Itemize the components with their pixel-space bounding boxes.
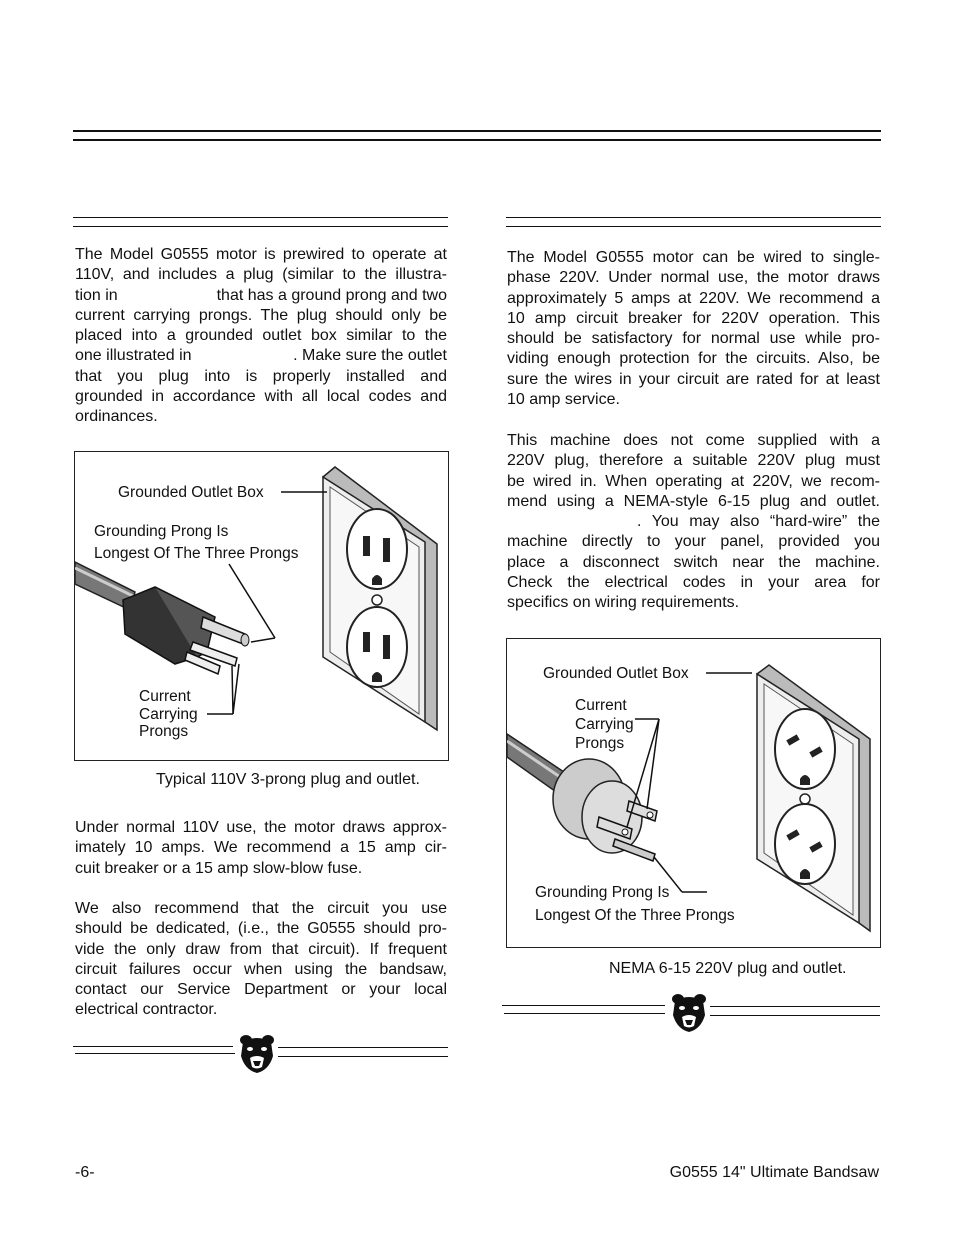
text-line: current carrying prongs. The plug should only be [75, 306, 447, 324]
text-line: cuit breaker or a 15 amp slow-blow fuse. [75, 859, 363, 877]
text-line: 10 amp service. [507, 391, 620, 409]
right-section-rule-bottom [506, 226, 881, 227]
text-line: approximately 5 amps at 220V. We recommend a [507, 289, 880, 307]
left-usage-paragraph [75, 818, 447, 879]
left-end-rule-d [278, 1056, 448, 1057]
text-line: imately 10 amps. We recommend a 15 amp cir- [75, 839, 447, 857]
text-line: electrical contractor. [75, 1001, 218, 1019]
text-line: ordinances. [75, 408, 158, 426]
text-line: Under normal 110V use, the motor draws approx- [75, 819, 447, 836]
left-section-rule-bottom [73, 226, 448, 227]
header-rule-top [73, 130, 881, 132]
right-end-rule-b [504, 1013, 665, 1014]
text-line-split [75, 286, 447, 306]
header-rule-bottom [73, 139, 881, 141]
text-line: that you plug into is properly installed and [75, 367, 447, 385]
text-line: This machine does not come supplied with a [507, 432, 880, 449]
left-dedicated-paragraph [75, 899, 447, 1021]
text-line: contact our Service Department or your local [75, 981, 447, 999]
text-line: grounded in accordance with all local codes and [75, 388, 447, 406]
right-end-rule-c [710, 1006, 880, 1007]
label-current-carrying-prongs: Current Carrying Prongs [575, 697, 634, 752]
text-line: phase 220V. Under normal use, the motor draws [507, 269, 880, 287]
text-line: The Model G0555 motor can be wired to single- [507, 249, 880, 266]
text-line: machine directly to your panel, provided you [507, 533, 880, 551]
text-fragment: one illustrated in [75, 347, 192, 365]
text-line: viding enough protection for the circuits. Also, be [507, 350, 880, 368]
text-line: sure the wires in your circuit are rated for at least [507, 370, 880, 388]
label-grounded-outlet-box: Grounded Outlet Box [543, 665, 689, 682]
bear-head-icon [239, 1034, 275, 1074]
text-line-split [75, 346, 447, 366]
right-end-rule-d [710, 1015, 880, 1016]
text-fragment: tion in [75, 286, 118, 304]
text-line: specifics on wiring requirements. [507, 594, 740, 612]
label-grounded-outlet-box: Grounded Outlet Box [118, 484, 264, 501]
text-line: should be satisfactory for normal use while pro- [507, 330, 880, 348]
text-line: We also recommend that the circuit you use [75, 900, 447, 917]
figure-caption-220v: NEMA 6-15 220V plug and outlet. [609, 960, 847, 977]
left-end-rule-b [75, 1053, 235, 1054]
text-line-indented: . You may also “hard-wire” the [637, 513, 880, 531]
bear-head-icon [671, 993, 707, 1033]
text-fragment: . Make sure the outlet [293, 347, 447, 365]
text-line: 220V plug, therefore a suitable 220V plug must [507, 452, 880, 470]
page-number: -6- [75, 1164, 95, 1181]
text-line: circuit failures occur when using the bandsaw, [75, 960, 447, 978]
text-line: 10 amp circuit breaker for 220V operation. This [507, 309, 880, 327]
figure-caption-110v: Typical 110V 3-prong plug and outlet. [156, 771, 420, 788]
left-end-rule-c [278, 1047, 448, 1048]
text-line: placed into a grounded outlet box similar to the [75, 327, 447, 345]
label-grounding-prong: Grounding Prong Is Longest Of the Three Prongs [535, 884, 735, 924]
left-section-rule-top [73, 217, 448, 218]
label-grounding-prong: Grounding Prong Is Longest Of The Three Prongs [94, 523, 299, 562]
right-section-rule-top [506, 217, 881, 218]
text-line: The Model G0555 motor is prewired to operate at [75, 246, 447, 263]
figure-110v-plug [74, 451, 449, 761]
text-line: vide the only draw from that circuit). If frequent [75, 940, 447, 958]
left-end-rule-a [73, 1046, 233, 1047]
left-intro-paragraph [75, 245, 447, 428]
manual-title: G0555 14" Ultimate Bandsaw [669, 1164, 879, 1181]
text-line: be wired in. When operating at 220V, we recom- [507, 472, 880, 490]
text-line: Check the electrical codes in your area for [507, 574, 880, 592]
text-fragment: that has a ground prong and two [216, 286, 447, 304]
figure-220v-plug [506, 638, 881, 948]
right-plug-paragraph [507, 431, 880, 614]
right-intro-paragraph [507, 248, 880, 410]
text-line: mend using a NEMA-style 6-15 plug and outlet. [507, 492, 880, 510]
text-line: 110V, and includes a plug (similar to the illustra- [75, 266, 447, 284]
right-end-rule-a [502, 1005, 665, 1006]
text-line: should be dedicated, (i.e., the G0555 should pro- [75, 920, 447, 938]
text-line: place a disconnect switch near the machine. [507, 553, 880, 571]
label-current-carrying-prongs: Current Carrying Prongs [139, 688, 198, 740]
